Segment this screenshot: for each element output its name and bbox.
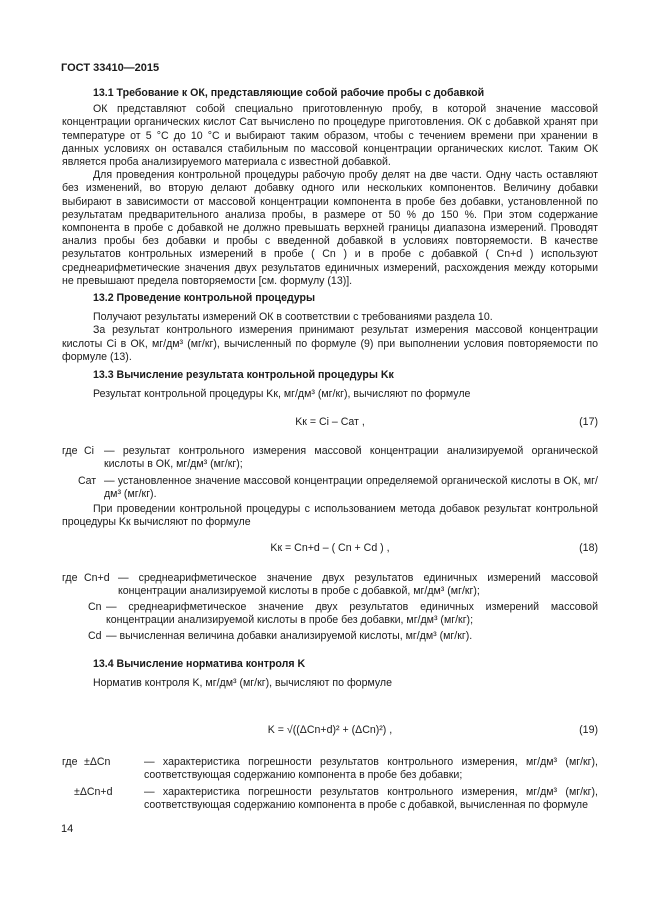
where-cd-key: Cd	[88, 630, 102, 642]
where-cat	[62, 475, 598, 505]
section-13-3-paragraph-1: Результат контрольной процедуры Kк, мг/дм³ (мг/кг), вычисляют по формуле	[93, 388, 471, 401]
section-13-1-paragraph-1: ОК представляют собой специально приготовленную пробу, в которой значение массовой концентрации органических кислот Cат вычислено по процедуре приготовления. ОК с добавкой хранят при температуре от 5 °C до 10 °C и выбирают таким образом, чтобы с течением времени при хранении в данных условиях он оставался стабильным по массовой концентрации органических кислот. Таким ОК является проба анализируемого материала с известной добавкой.	[62, 103, 598, 169]
where-cnd: где Cn+d — среднеарифметическое значение двух результатов единичных измерений массовой концентрации анализируемой кислоты в пробе с добавкой, мг/дм³ (мг/кг);	[62, 572, 598, 598]
formula-19	[62, 724, 598, 740]
where-cnd-key: Cn+d	[84, 572, 110, 584]
section-13-3-paragraph-2: При проведении контрольной процедуры с использованием метода добавок результат контрольной процедуры Kк вычисляют по формуле	[62, 503, 598, 529]
where-ci-text: — результат контрольного измерения массовой концентрации анализируемой органической кислоты в ОК, мг/дм³ (мг/кг);	[104, 445, 598, 471]
where-ci-key: Ci	[84, 445, 95, 457]
section-13-3-paragraph-2-wrap	[62, 503, 598, 529]
section-13-3-title: 13.3 Вычисление результата контрольной процедуры Kк	[93, 369, 394, 381]
where-delta-cnd-text: — характеристика погрешности результатов контрольного измерения, мг/дм³ (мг/кг), соответствующая содержанию компонента в пробе с добавкой, вычисленная по формуле	[144, 786, 598, 812]
where-cn	[62, 601, 598, 631]
where-delta-cn: где ±ΔCn — характеристика погрешности результатов контрольного измерения, мг/дм³ (мг/кг), соответствующая содержанию компонента в пробе без добавки;	[62, 756, 598, 782]
where-cat-text: — установленное значение массовой концентрации определяемой органической кислоты в ОК, мг/дм³ (мг/кг).	[104, 475, 598, 501]
formula-18-number: (18)	[579, 542, 598, 554]
where-delta-cn-text: — характеристика погрешности результатов контрольного измерения, мг/дм³ (мг/кг), соответствующая содержанию компонента в пробе без добавки;	[144, 756, 598, 782]
where-cat-key: Cат	[78, 475, 97, 487]
where-cnd-text: — среднеарифметическое значение двух результатов единичных измерений массовой концентрации анализируемой кислоты в пробе с добавкой, мг/дм³ (мг/кг);	[118, 572, 598, 598]
section-13-2-paragraph-2: За результат контрольного измерения принимают результат измерения массовой концентрации кислоты Ci в ОК, мг/дм³ (мг/кг), вычисленный по формуле (9) при выполнении условия повторяемости по формуле (13).	[62, 324, 598, 363]
section-13-1-paragraph-2: Для проведения контрольной процедуры рабочую пробу делят на две части. Одну часть оставляют без изменений, во вторую делают добавку одного или нескольких компонентов. Величину добавки выбирают в зависимости от массовой концентрации компонента в пробе без добавки, установленной по результатам предварительного анализа пробы, в размере от 50 % до 150 %. При этом содержание компонента в пробе с добавкой не должно превышать верхней границы диапазона измерений. Проводят анализ пробы без добавки и пробы с введенной добавкой в условиях повторяемости. В качестве результатов контрольных измерений в пробе ( Cn ) и в пробе с добавкой ( Cn+d ) используют среднеарифметические значения двух результатов единичных измерений, расхождения между которыми не превышают предела повторяемости [см. формулу (13)].	[62, 169, 598, 287]
section-13-3	[62, 369, 598, 401]
where-delta-cn-key: ±ΔCn	[84, 756, 111, 768]
formula-18-expression: Kк = Cn+d – ( Cn + Cd ) ,	[270, 542, 390, 554]
section-13-2-paragraph-1: Получают результаты измерений ОК в соответствии с требованиями раздела 10.	[93, 311, 493, 324]
where-delta-cnd-key: ±ΔCn+d	[74, 786, 113, 798]
section-13-1	[62, 87, 598, 288]
section-13-4-title: 13.4 Вычисление норматива контроля K	[93, 658, 306, 670]
formula-19-expression: K = √((ΔCn+d)² + (ΔCn)²) ,	[267, 724, 393, 736]
formula-17-number: (17)	[579, 416, 598, 428]
where-cn-key: Cn	[88, 601, 102, 613]
where-label: где	[62, 445, 78, 457]
where-cd-text: — вычисленная величина добавки анализируемой кислоты, мг/дм³ (мг/кг).	[106, 630, 473, 642]
document-header: ГОСТ 33410—2015	[61, 62, 160, 74]
section-13-1-title: 13.1 Требование к ОК, представляющие собой рабочие пробы с добавкой	[93, 87, 485, 99]
formula-19-number: (19)	[579, 724, 598, 736]
where-cn-text: — среднеарифметическое значение двух результатов единичных измерений массовой концентрации анализируемой кислоты в пробе без добавки, мг/дм³ (мг/кг);	[106, 601, 598, 627]
where-cd	[62, 630, 598, 646]
where-delta-cnd	[62, 786, 598, 816]
formula-18	[62, 542, 598, 558]
section-13-4-paragraph-1: Норматив контроля K, мг/дм³ (мг/кг), вычисляют по формуле	[93, 677, 392, 690]
section-13-2	[62, 292, 598, 364]
formula-17-expression: Kк = Ci – Cат ,	[295, 416, 365, 428]
formula-17	[62, 416, 598, 432]
section-13-4	[62, 658, 598, 690]
where-ci	[62, 445, 598, 475]
page-number: 14	[61, 823, 74, 835]
section-13-2-title: 13.2 Проведение контрольной процедуры	[93, 292, 316, 304]
